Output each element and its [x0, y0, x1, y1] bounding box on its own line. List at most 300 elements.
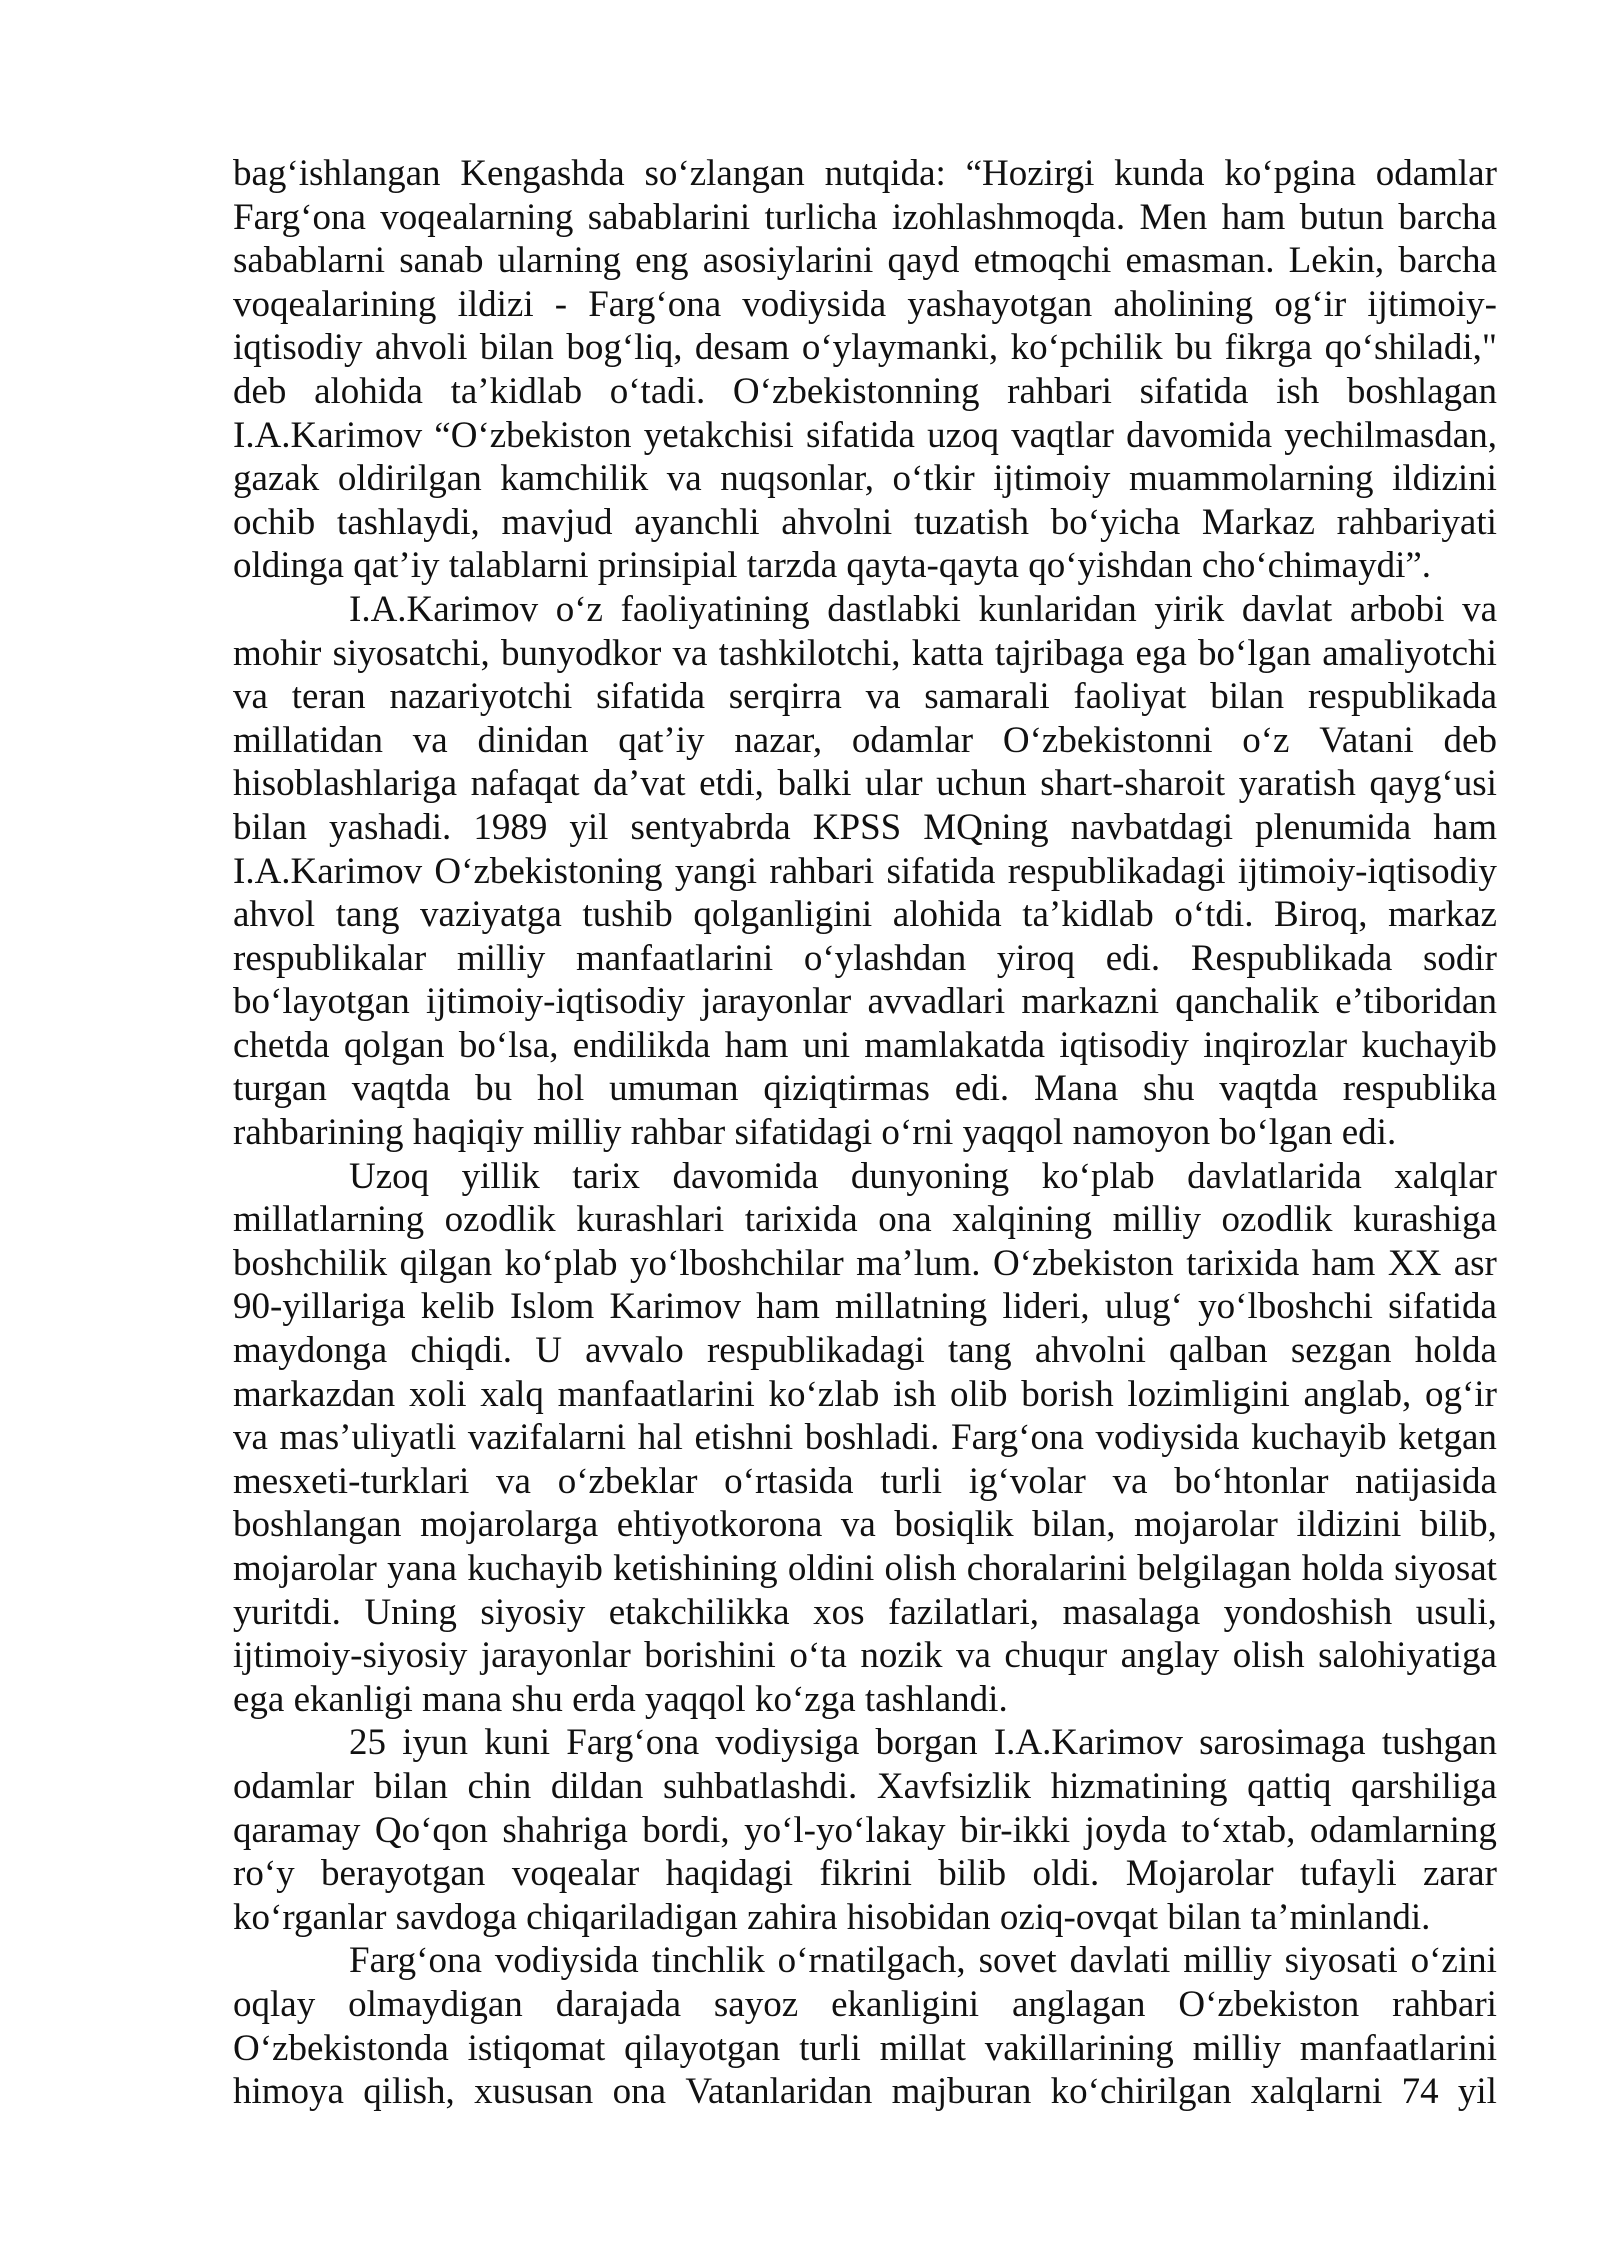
word: yil — [1457, 2071, 1497, 2113]
word: joyda — [1084, 1809, 1167, 1851]
text-line — [233, 196, 1497, 240]
word: namoyon — [1072, 1112, 1211, 1154]
word: xususan — [474, 2071, 594, 2113]
word: mojarolarga — [420, 1504, 599, 1546]
word: mas’uliyatli — [279, 1417, 457, 1459]
word: avvadlari — [867, 981, 1006, 1023]
word: vaqtda — [1219, 1068, 1318, 1110]
word: tinchlik — [651, 1940, 765, 1982]
word: yetakchisi — [643, 414, 794, 456]
word: navbatdagi — [1070, 806, 1234, 848]
word: jarayonlar — [701, 981, 852, 1023]
word: ona — [612, 2071, 667, 2113]
word: shu — [1143, 1068, 1195, 1110]
word: nazar, — [734, 719, 823, 761]
body-text — [233, 152, 1497, 2114]
word: chuqur — [1004, 1635, 1108, 1677]
word: odamlar — [233, 1765, 355, 1807]
word: ham — [1433, 806, 1497, 848]
word: va — [672, 632, 708, 674]
word: dunyoning — [850, 1155, 1010, 1197]
word: xalqining — [952, 1199, 1093, 1241]
word: haqidagi — [665, 1853, 793, 1895]
text-line — [233, 632, 1497, 676]
text-line — [233, 1765, 1497, 1809]
word: o‘tkir — [892, 458, 975, 500]
word: hal — [637, 1417, 683, 1459]
word: ildizini — [1392, 458, 1497, 500]
word: respublikada — [1307, 676, 1497, 718]
word: talablarni — [448, 545, 589, 587]
text-line — [233, 370, 1497, 414]
word: bag‘ishlangan — [233, 153, 441, 194]
word: tarix — [572, 1155, 641, 1197]
word: vodiysida — [1095, 1417, 1240, 1459]
word: ish — [893, 1373, 937, 1415]
word: odamlarning — [1309, 1809, 1497, 1851]
word: hol — [536, 1068, 585, 1110]
word: aholining — [1113, 283, 1254, 325]
text-line — [233, 1460, 1497, 1504]
word: shart-sharoit — [1040, 763, 1226, 805]
word: vaqtlar — [1011, 414, 1114, 456]
word: Farg‘ona — [233, 196, 366, 238]
word: Farg‘ona — [566, 1722, 700, 1764]
text-line — [233, 1896, 1497, 1940]
word: tarixida — [744, 1199, 858, 1241]
word: vaziyatga — [420, 894, 562, 936]
word: ahvol — [233, 894, 316, 936]
word: yaratish — [1238, 763, 1356, 805]
word: kuchayib — [1251, 1417, 1387, 1459]
word: chin — [467, 1765, 532, 1807]
text-line — [233, 1373, 1497, 1417]
text-line — [233, 1634, 1497, 1678]
word: ildizi — [457, 283, 534, 325]
word: lozimligini — [1127, 1373, 1290, 1415]
word: tufayli — [1300, 1853, 1397, 1895]
word: manfaatlarini — [575, 937, 774, 979]
word: mohir — [233, 632, 322, 674]
word: va — [233, 676, 268, 718]
word: anglay — [1120, 1635, 1220, 1677]
text-line — [233, 501, 1497, 545]
word: milliy — [1112, 1199, 1201, 1241]
word: izohlashmoqda. — [891, 196, 1126, 238]
word: yechilmasdan, — [1284, 414, 1497, 456]
word: salohiyatiga — [1318, 1635, 1497, 1677]
word: oldinga — [233, 545, 344, 587]
word: voqealarning — [380, 196, 574, 238]
word: ekanligi — [293, 1678, 413, 1720]
word: suhbatlashdi. — [663, 1765, 858, 1807]
word: tashlaydi, — [336, 501, 480, 543]
paragraph-continued — [233, 152, 1497, 588]
text-line — [233, 1242, 1497, 1286]
word: nozik — [860, 1635, 943, 1677]
word: sabablarni — [233, 240, 386, 282]
word: edi. — [1105, 937, 1161, 979]
text-line — [233, 762, 1497, 806]
word: o‘z — [1242, 719, 1290, 761]
word: olib — [949, 1373, 1008, 1415]
text-line — [233, 2070, 1497, 2114]
word: boshlagan — [1346, 370, 1497, 412]
word: sifatida — [1139, 370, 1249, 412]
word: sifatida — [886, 850, 996, 892]
word: Uzoq — [349, 1155, 430, 1197]
word: ko‘plab — [1041, 1155, 1155, 1197]
word: ahvoli — [374, 327, 468, 369]
word: 1989 — [473, 806, 548, 848]
text-line — [233, 1329, 1497, 1373]
word: barcha — [1398, 196, 1497, 238]
word: yo‘l-yo‘lakay — [744, 1809, 946, 1851]
word: edi. — [1341, 1112, 1397, 1154]
text-line — [233, 283, 1497, 327]
word: to‘xtab, — [1181, 1809, 1296, 1851]
text-line — [233, 719, 1497, 763]
word: muammolarning — [1128, 458, 1374, 500]
word: sayoz — [713, 1983, 799, 2025]
word: respublikadagi — [706, 1330, 925, 1372]
word: ularning — [497, 240, 621, 282]
word: xalqlarni — [1250, 2071, 1383, 2113]
word: davlat — [1241, 588, 1333, 630]
word: siyosatchi, — [332, 632, 490, 674]
word: bo‘lgan — [1219, 1112, 1333, 1154]
word: nafaqat — [470, 763, 580, 805]
word: eng — [635, 240, 689, 282]
word: davomida — [1126, 414, 1273, 456]
word: oqlay — [233, 1983, 316, 2025]
word: I.A.Karimov — [233, 414, 423, 456]
word: sodir — [1422, 937, 1497, 979]
word: siyosati — [1284, 1940, 1398, 1982]
word: jarayonlar — [480, 1635, 631, 1677]
text-line — [233, 1155, 1497, 1199]
word: bo‘lgan — [1198, 632, 1312, 674]
text-line — [233, 1547, 1497, 1591]
word: milliy — [1183, 1940, 1272, 1982]
word: ko‘chirilgan — [1050, 2071, 1232, 2113]
word: tajribaga — [994, 632, 1125, 674]
word: I.A.Karimov — [349, 588, 539, 630]
word: etdi, — [699, 763, 764, 805]
word: va — [233, 1417, 268, 1459]
word: ozodlik — [444, 1199, 556, 1241]
word: umuman — [609, 1068, 739, 1110]
word: majburan — [891, 2071, 1032, 2113]
word: bosiqlik — [894, 1504, 1014, 1546]
word: mojarolar — [233, 1548, 377, 1589]
word: kunda — [1114, 153, 1205, 194]
word: ochib — [233, 501, 316, 543]
word: millatidan — [233, 719, 384, 761]
word: barcha — [1398, 240, 1497, 282]
word: bilan — [1210, 676, 1285, 718]
word: siyosat — [1394, 1548, 1497, 1589]
word: qattiq — [1247, 1765, 1332, 1807]
word: qaramay — [233, 1809, 361, 1851]
text-line — [233, 850, 1497, 894]
word: fikrga — [1224, 327, 1313, 369]
word: yuritdi. — [233, 1591, 341, 1633]
word: tang — [947, 1330, 1012, 1372]
word: ozodlik — [1221, 1199, 1333, 1241]
word: qo‘yishdan — [1028, 545, 1193, 587]
word: avvalo — [585, 1330, 684, 1372]
word: shahriga — [502, 1809, 628, 1851]
word: turli — [799, 2027, 861, 2069]
word: MQning — [923, 806, 1049, 848]
word: davlati — [1069, 1940, 1171, 1982]
word: odamlar — [1375, 153, 1497, 194]
word: ahvolni — [1034, 1330, 1146, 1372]
word: plenumida — [1255, 806, 1412, 848]
word: yana — [387, 1548, 457, 1589]
paragraph — [233, 1721, 1497, 1939]
word: oziq-ovqat — [999, 1896, 1159, 1938]
word: olish — [1232, 1635, 1305, 1677]
word: nutqida: — [824, 153, 946, 194]
word: ko‘pgina — [1224, 153, 1356, 194]
word: qo‘shiladi," — [1324, 327, 1497, 369]
word: o‘tadi. — [609, 370, 706, 412]
word: vodiysida — [494, 1940, 639, 1982]
word: belgilagan — [1137, 1548, 1292, 1589]
word: turli — [880, 1460, 943, 1502]
word: ig‘volar — [968, 1460, 1086, 1502]
word: ehtiyotkorona — [616, 1504, 823, 1546]
word: iqtisodiy — [1059, 1024, 1189, 1066]
text-line — [233, 1111, 1497, 1155]
word: mavjud — [501, 501, 613, 543]
word: vodiysiga — [715, 1722, 860, 1764]
word: boshlangan — [233, 1504, 402, 1546]
text-line — [233, 1067, 1497, 1111]
word: ayanchli — [634, 501, 760, 543]
word: ta’kidlab — [450, 370, 583, 412]
word: nazariyotchi — [389, 676, 573, 718]
word: markazdan — [233, 1373, 396, 1415]
word: voqealarining — [233, 283, 437, 325]
word: hisobidan — [846, 1896, 991, 1938]
word: siyosiy — [480, 1591, 586, 1633]
word: bo‘layotgan — [233, 981, 410, 1023]
word: oldi. — [1032, 1853, 1100, 1895]
word: 74 — [1401, 2071, 1439, 2113]
word: kurashlari — [576, 1199, 725, 1241]
word: xoli — [408, 1373, 467, 1415]
word: chiqdi. — [410, 1330, 513, 1372]
word: yashadi. — [329, 806, 452, 848]
paragraph — [233, 1155, 1497, 1722]
word: va — [955, 1635, 991, 1677]
word: sovet — [978, 1940, 1057, 1982]
word: qolgan — [343, 1024, 445, 1066]
word: bir-ikki — [959, 1809, 1071, 1851]
word: balki — [777, 763, 852, 805]
word: asr — [1453, 1242, 1497, 1284]
word: sarosimaga — [1199, 1722, 1366, 1764]
word: 25 — [349, 1722, 386, 1764]
word: zarar — [1423, 1853, 1497, 1895]
text-line — [233, 1024, 1497, 1068]
word: Kengashda — [460, 153, 625, 194]
text-line — [233, 1852, 1497, 1896]
word: ko‘rganlar — [233, 1896, 387, 1938]
word: mana — [422, 1678, 503, 1720]
word: bo‘yicha — [1050, 501, 1181, 543]
word: tang — [335, 894, 400, 936]
word: qayg‘usi — [1369, 763, 1497, 805]
word: faoliyatining — [620, 588, 810, 630]
word: U — [535, 1330, 562, 1372]
word: teran — [291, 676, 366, 718]
word: va — [496, 1460, 531, 1502]
word: 90-yillariga — [233, 1286, 406, 1328]
word: Farg‘ona — [951, 1417, 1084, 1459]
word: o‘zbeklar — [557, 1460, 698, 1502]
text-line — [233, 414, 1497, 458]
word: ketishining — [613, 1548, 778, 1589]
word: davomida — [672, 1155, 819, 1197]
word: yaqqol — [645, 1678, 746, 1720]
word: sentyabrda — [630, 806, 791, 848]
word: Men — [1139, 196, 1208, 238]
word: O‘zbekistonni — [1002, 719, 1213, 761]
text-line — [233, 675, 1497, 719]
word: va — [865, 676, 901, 718]
word: ketgan — [1398, 1417, 1497, 1459]
word: yirik — [1154, 588, 1225, 630]
word: Respublikada — [1190, 937, 1393, 979]
word: rahbari — [1392, 1983, 1497, 2025]
word: ham — [724, 1024, 789, 1066]
text-line — [233, 937, 1497, 981]
word: milliy — [456, 937, 546, 979]
text-line — [233, 1416, 1497, 1460]
word: qayta-qayta — [846, 545, 1019, 587]
text-line — [233, 152, 1497, 196]
word: alohida — [892, 894, 1002, 936]
word: olish — [884, 1548, 957, 1589]
word: ham — [1221, 196, 1286, 238]
word: natijasida — [1355, 1460, 1497, 1502]
word: ijtimoiy-iqtisodiy — [425, 981, 685, 1023]
word: bilan, — [1032, 1504, 1116, 1546]
word: I.A.Karimov — [233, 850, 423, 892]
word: millatning — [835, 1286, 988, 1328]
word: hisoblashlariga — [233, 763, 458, 805]
word: ham — [756, 1286, 820, 1328]
word: kunlaridan — [978, 588, 1137, 630]
word: oldini — [787, 1548, 875, 1589]
word: va — [666, 458, 702, 500]
word: tuzatish — [913, 501, 1030, 543]
word: endilikda — [572, 1024, 711, 1066]
text-line — [233, 326, 1497, 370]
word: millatlarning — [233, 1199, 425, 1241]
word: uni — [802, 1024, 851, 1066]
text-line — [233, 239, 1497, 283]
word: ulug‘ — [1104, 1286, 1183, 1328]
word: yo‘lboshchi — [1198, 1286, 1373, 1328]
text-line — [233, 2027, 1497, 2071]
word: va — [1462, 588, 1497, 630]
word: bilan — [479, 327, 554, 369]
word: yiroq — [996, 937, 1076, 979]
word: iyun — [402, 1722, 469, 1764]
word: darajada — [555, 1983, 681, 2025]
word: rahbari — [1007, 370, 1112, 412]
word: ijtimoiy-iqtisodiy — [1237, 850, 1497, 892]
word: bilan — [233, 806, 307, 848]
word: o‘ylaymanki, — [801, 327, 999, 369]
word: voqealar — [511, 1853, 640, 1895]
word: Markaz — [1201, 501, 1315, 543]
word: himoya — [233, 2071, 344, 2113]
word: tarzda — [746, 545, 838, 587]
word: edi. — [954, 1068, 1010, 1110]
word: so‘zlangan — [644, 153, 805, 194]
word: og‘ir — [1274, 283, 1347, 325]
word: bilib — [938, 1853, 1007, 1895]
word: Farg‘ona — [349, 1940, 482, 1982]
word: “Hozirgi — [965, 153, 1095, 194]
word: shu — [511, 1678, 563, 1720]
word: yashayotgan — [907, 283, 1093, 325]
word: yil — [569, 806, 609, 848]
word: savdoga — [395, 1896, 517, 1938]
word: yaqqol — [962, 1112, 1064, 1154]
word: ta’minlandi. — [1250, 1896, 1431, 1938]
word: bunyodkor — [501, 632, 662, 674]
word: vodiysida — [742, 283, 887, 325]
text-line — [233, 588, 1497, 632]
word: qat’iy — [353, 545, 440, 587]
word: ildizini — [1296, 1504, 1402, 1546]
word: o‘z — [555, 588, 603, 630]
text-line — [233, 1721, 1497, 1765]
word: anglab, — [1303, 1373, 1412, 1415]
word: uchun — [936, 763, 1027, 805]
word: bilib, — [1419, 1504, 1497, 1546]
word: sifatidagi — [734, 1112, 873, 1154]
text-line — [233, 1678, 1497, 1722]
word: og‘ir — [1424, 1373, 1497, 1415]
word: fazilatlari, — [888, 1591, 1039, 1633]
word: “O‘zbekiston — [434, 414, 632, 456]
word: arbobi — [1349, 588, 1445, 630]
word: va — [1112, 1460, 1148, 1502]
word: bilan — [1167, 1896, 1242, 1938]
word: bu — [1175, 327, 1213, 369]
word: fikrini — [819, 1853, 912, 1895]
word: holda — [1414, 1330, 1497, 1372]
word: ko‘plab — [504, 1242, 618, 1284]
word: usuli, — [1415, 1591, 1497, 1633]
word: boshladi. — [804, 1417, 940, 1459]
word: ijtimoiy — [993, 458, 1111, 500]
word: o‘rtasida — [724, 1460, 854, 1502]
word: dildan — [550, 1765, 644, 1807]
word: erda — [572, 1678, 636, 1720]
word: uzoq — [927, 414, 1000, 456]
word: kuchayib — [467, 1548, 603, 1589]
word: manfaatlarini — [1299, 2027, 1497, 2069]
